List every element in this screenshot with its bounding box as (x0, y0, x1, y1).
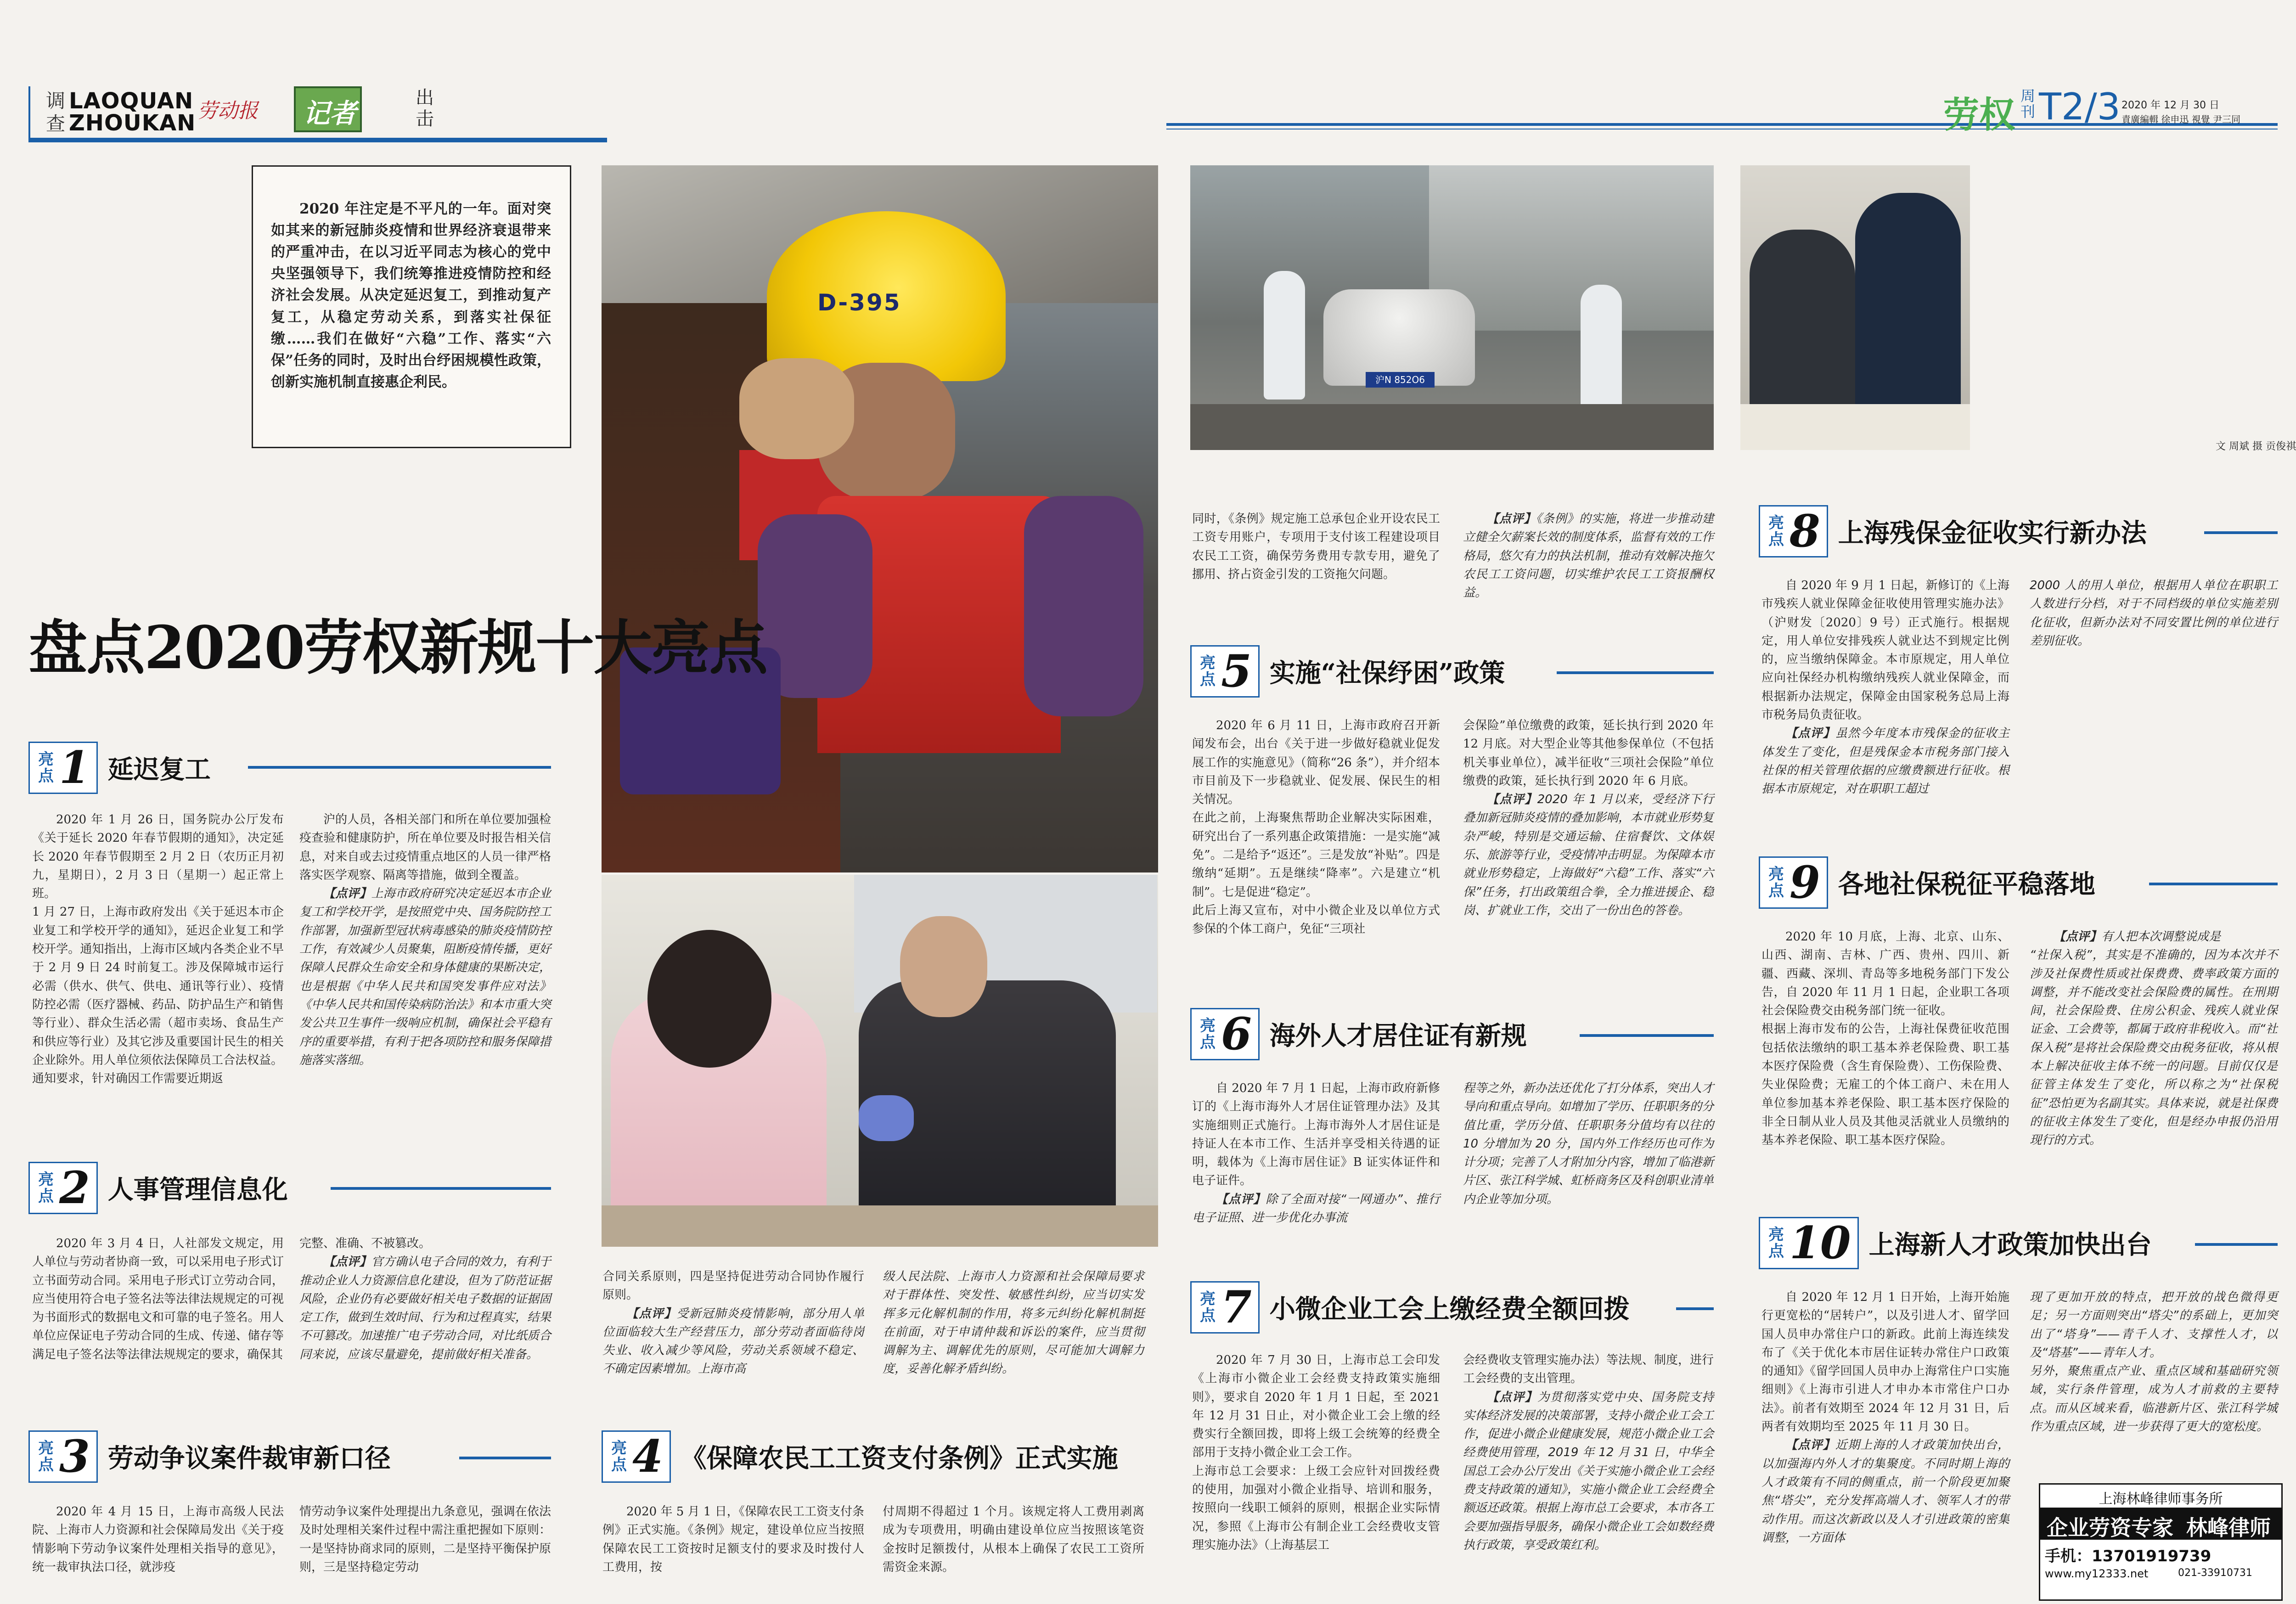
section-5-col2-text: 会保险”单位缴费的政策，延长执行到 2020 年 12 月底。对大型企业等其他参保单位（不包括机关事业单位），减半征收“三项社会保险”单位缴费的政策，延长执行到 2020 年 6 月底。 (1463, 719, 1714, 788)
section-5-comment (1463, 790, 1714, 920)
section-1-rule (248, 766, 551, 769)
section-6-comment-text: 除了全面对接“一网通办”、推行电子证照、进一步优化办事流 (1192, 1192, 1440, 1225)
section-2-rule (331, 1187, 551, 1190)
section-8-heading (1759, 505, 2147, 557)
section-2-comment (299, 1253, 551, 1364)
comment-tag: 【点评】 (323, 1255, 371, 1269)
section-9-comment (2030, 928, 2278, 946)
badge-label (1198, 1291, 1217, 1324)
glove-blue (859, 1095, 914, 1141)
badge-char-2: 点 (1200, 1306, 1216, 1325)
office-person-2 (1855, 193, 1961, 413)
section-7-col2-text: 会经费收支管理实施办法）等法规、制度，进行工会经费的支出管理。 (1463, 1353, 1714, 1386)
patient-hair (647, 930, 771, 1068)
ad-phone: 手机：13701919739 (2045, 1547, 2212, 1565)
badge-char-2: 点 (1200, 1033, 1216, 1052)
badge-char-2: 点 (38, 1187, 54, 1205)
badge-char-2: 点 (1200, 670, 1216, 689)
page-number: T2/3 (2039, 85, 2121, 128)
section-6-title: 海外人才居住证有新规 (1269, 1021, 1527, 1051)
section-10-number: 10 (1790, 1217, 1851, 1269)
section-4-col1: 2020 年 5 月 1 日，《保障农民工工资支付条例》正式实施。《条例》规定，建设单位应当按照保障农民工工资按时足额支付的要求及时拨付人工费用，按 (602, 1505, 864, 1574)
header-diao: 调 (46, 90, 66, 112)
paper-name: 劳权 (1943, 95, 2015, 136)
badge-char-1: 亮 (38, 1171, 54, 1189)
section-2-heading (28, 1162, 288, 1214)
section-3-col1: 2020 年 4 月 15 日，上海市高级人民法院、上海市人力资源和社会保障局发出《关于疫情影响下劳动争议案件处理相关指导的意见》，统一裁审执法口径，就涉疫 (32, 1505, 284, 1574)
section-2-number: 2 (59, 1162, 90, 1214)
section-8-title: 上海残保金征收实行新办法 (1838, 518, 2147, 548)
license-plate: 沪N 852O6 (1366, 372, 1435, 388)
section-6-number: 6 (1221, 1008, 1252, 1060)
upper-center-comment (1463, 510, 1714, 602)
badge-char-2: 点 (38, 1456, 54, 1474)
badge-char-1: 亮 (38, 750, 54, 769)
section-5-heading (1190, 645, 1505, 698)
badge-label (1767, 1227, 1786, 1260)
upper-center-comment-text: 《条例》的实施，将进一步推动建立健全欠薪案长效的制度体系，监督有效的工作格局，悠欠有力的执法机制，推动有效解决拖欠农民工工资问题，切实维护农民工工资报酬权益。 (1463, 512, 1714, 600)
brand-laoquan: LAOQUAN (69, 88, 194, 114)
section-7-number: 7 (1221, 1281, 1252, 1333)
comment-tag: 【点评】 (1785, 1438, 1835, 1452)
intro-text: 2020 年注定是不平凡的一年。面对突如其来的新冠肺炎疫情和世界经济衰退带来的严重冲击，在以习近平同志为核心的党中央坚强领导下，我们统筹推进疫情防控和经济社会发展。从决定延迟复工，到推动复产复工，从稳定劳动关系，到落实社保征缴……我们在做好“六稳”工作、落实“六保”任务的同时，及时出台纾困规模性政策，创新实施机制直接惠企利民。 (271, 201, 551, 390)
section-7-title: 小微企业工会上缴经费全额回拨 (1269, 1294, 1630, 1324)
comment-tag: 【点评】 (1216, 1192, 1266, 1206)
section-9-col1: 2020 年 10 月底，上海、北京、山东、山西、湖南、吉林、广西、贵州、四川、新疆、西藏、深圳、青岛等多地税务部门下发公告，自 2020 年 11 月 1 日起，企业职工各项社会保险费交由税务部门统一征收。 根据上海市发布的公告，上海社保费征收范围包括依法缴纳的职工基本养老保险费、职工基本医疗保险费（含生育保险费）、工伤保险费、失业保险费；无雇工的个体工商户、未在用人单位参加基本养老保险、职工基本医疗保险的非全日制从业人员及其他灵活就业人员缴纳的基本养老保险、职工基本医疗保险。 (1761, 930, 2009, 1148)
badge-char-1: 亮 (1200, 1290, 1216, 1308)
staff-face (900, 916, 987, 1017)
section-10-col1-text: 自 2020 年 12 月 1 日开始，上海开始施行更宽松的“居转户”，以及引进人才、留学回国人员申办常住户口的新政。此前上海连续发布了《关于优化本市居住证转办常住户口政策的通知》《留学回国人员申办上海常住户口实施细则》《上海市引进人才申办本市常住户口办法》。前者有效期至 2024 年 12 月 31 日，后两者有效期均至 2025 年 11 月 30 日。 (1761, 1290, 2009, 1434)
badge-char-1: 亮 (1768, 1226, 1784, 1244)
section-3-col2: 情劳动争议案件处理提出九条意见，强调在依法及时处理相关案件过程中需注重把握如下原则：一是坚持协商求同的原则，二是坚持平衡保护原则，三是坚持稳定劳动 (299, 1505, 551, 1574)
section-8-badge (1759, 505, 1828, 557)
comment-tag: 【点评】 (1487, 512, 1536, 526)
header-rule (28, 138, 607, 142)
comment-tag: 【点评】 (1487, 793, 1537, 807)
helmet-number: D-395 (817, 289, 901, 316)
section-1-col2 (299, 810, 551, 1069)
section-6-badge (1190, 1008, 1260, 1060)
section-3-title: 劳动争议案件裁审新口径 (107, 1443, 391, 1474)
section-9-heading (1759, 856, 2095, 909)
section-10-comment (1761, 1436, 2009, 1547)
badge-label (1767, 515, 1786, 548)
badge-char-1: 亮 (1200, 1017, 1216, 1035)
issue-date: 2020 年 12 月 30 日 (2122, 100, 2219, 111)
badge-char-2: 点 (611, 1456, 627, 1474)
column-sub (416, 87, 439, 129)
header-cha: 查 (46, 113, 66, 135)
header-cha-label (46, 90, 64, 135)
section-10-title: 上海新人才政策加快出台 (1868, 1230, 2152, 1260)
column-sub-1: 出 (416, 87, 434, 108)
section-9-rule (2149, 883, 2278, 885)
ad-slogan: 企业劳资专家 (2047, 1515, 2173, 1540)
road (1190, 404, 1714, 450)
section-5-title: 实施“社保纾困”政策 (1269, 658, 1505, 688)
section-4-number: 4 (632, 1430, 663, 1482)
comment-tag: 【点评】 (323, 887, 371, 901)
photo-credit: 文 周斌 摄 贡俊祺 (2216, 441, 2296, 452)
section-1-badge (28, 742, 98, 794)
editors: 責廣編輯 徐申迅 視覺 尹三同 (2122, 114, 2241, 125)
ad-tel2: 021-33910731 (2178, 1567, 2252, 1579)
section-2-col2-text: 完整、准确、不被篡改。 (299, 1237, 431, 1250)
lower-center-comment-text: 受新冠肺炎疫情影响，部分用人单位面临较大生产经营压力，部分劳动者面临待岗失业、收入减少等风险，劳动关系领域不稳定、不确定因素增加。上海市高 (602, 1306, 864, 1376)
section-1-heading (28, 742, 211, 794)
section-2-comment-text: 官方确认电子合同的效力，有利于推动企业人力资源信息化建设，但为了防范证据风险，企业仍有必要做好相关电子数据的证据固定工作，做到生效时间、行为和过程真实，结果不可篡改。加速推广电子劳动合同，对比纸质合同来说，应该尽量避免，提前做好相关准备。 (299, 1255, 551, 1362)
counter (602, 1205, 1158, 1247)
section-6-heading (1190, 1008, 1527, 1060)
upper-center-col1: 同时，《条例》规定施工总承包企业开设农民工工资专用账户，专项用于支付该工程建设项目农民工工资，确保劳务费用专款专用，避免了挪用、挤占资金引发的工资拖欠问题。 (1192, 512, 1440, 581)
badge-label (36, 1440, 56, 1473)
comment-tag: 【点评】 (1785, 726, 1835, 741)
paper-kan: 刊 (2020, 103, 2036, 120)
section-8-col1 (1761, 576, 2009, 799)
lower-center-comment (602, 1305, 864, 1379)
section-7-col1: 2020 年 7 月 30 日，上海市总工会印发《上海市小微企业工会经费支持政策实施细则》，要求自 2020 年 1 月 1 日起，至 2021 年 12 月 31 日止，对小微企业工会上缴的经费实行全额回拨，即将上级工会统筹的经费全部用于支持小微企业工会工作。 上海市总工会要求：上级工会应针对回拨经费的使用，加强对小微企业指导、培训和服务，按照向一线职工倾斜的原则，根据企业实际情况，参照《上海市公有制企业工会经费收支管理实施办法》（上海基层工 (1192, 1353, 1440, 1552)
badge-char-1: 亮 (1200, 654, 1216, 672)
section-9-title: 各地社保税征平稳落地 (1838, 869, 2095, 900)
badge-char-1: 亮 (1768, 865, 1784, 884)
section-5-comment-text: 2020 年 1 月以来，受经济下行叠加新冠肺炎疫情的叠加影响，本市就业形势复杂严峻，特别是交通运输、住宿餐饮、文体娱乐、旅游等行业，受疫情冲击明显。为保障本市就业形势稳定，上海做好“六稳”工作、落实“六保”任务，打出政策组合拳，全力推进援企、稳岗、扩就业工作，交出了一份出色的答卷。 (1463, 793, 1714, 917)
badge-label (36, 751, 56, 784)
photo-worker (602, 165, 1158, 872)
photo-car-checkpoint (1190, 165, 1714, 450)
comment-tag: 【点评】 (2054, 930, 2102, 944)
section-10-col1 (1761, 1288, 2009, 1547)
badge-char-2: 点 (1768, 1242, 1784, 1261)
paper-zhou: 周 (2020, 87, 2036, 105)
section-5-col1: 2020 年 6 月 11 日，上海市政府召开新闻发布会，出台《关于进一步做好稳就业促发展工作的实施意见》（简称“26 条”），并介绍本市目前及下一步稳就业、促发展、保民生的相关情况。 在此之前，上海聚焦帮助企业解决实际困难，研究出台了一系列惠企政策措施：一是实施“减免”。二是给予“返还”。三是发放“补贴”。四是缴纳“延期”。五是继续“降率”。六是建立“机制”。七是促进“稳定”。 此后上海又宣布，对中小微企业及以单位方式参保的个体工商户，免征“三项社 (1192, 719, 1440, 936)
column-sub-2: 击 (416, 108, 434, 129)
column-name: 记者 (303, 98, 357, 129)
section-5-col2 (1463, 716, 1714, 920)
ad-box (2039, 1483, 2283, 1601)
badge-label (1198, 1018, 1217, 1051)
section-6-col1-text: 自 2020 年 7 月 1 日起，上海市政府新修订的《上海市海外人才居住证管理办法》及其实施细则正式施行。上海市海外人才居住证是持证人在本市工作、生活并享受相关待遇的证明，载体为《上海市居住证》B 证实体证件和电子证件。 (1192, 1081, 1440, 1188)
section-5-rule (1557, 671, 1714, 674)
section-2-col1: 2020 年 3 月 4 日，人社部发文规定，用人单位与劳动者协商一致，可以采用电子形式订立书面劳动合同。采用电子形式订立劳动合同，应当使用符合电子签名法等法律法规规定的可视为书面形式的数据电文和可靠的电子签名。用人单位应保证电子劳动合同的生成、传递、储存等满足电子签名法等法律法规规定的要求，确保其 (32, 1237, 284, 1362)
worker-right-sleeve (1024, 496, 1143, 716)
section-6-comment (1192, 1190, 1440, 1227)
section-1-comment-text: 上海市政府研究决定延迟本市企业复工和学校开学，是按照党中央、国务院防控工作部署，加强新型冠状病毒感染的肺炎疫情防控工作，有效减少人员聚集，阻断疫情传播，更好保障人民群众生命安全和身体健康的果断决定，也是根据《中华人民共和国突发事件应对法》《中华人民共和国传染病防治法》和本市重大突发公共卫生事件一级响应机制，确保社会平稳有序的重要举措，有利于把各项防控和服务保障措施落实落细。 (299, 887, 551, 1067)
office-person-1 (1750, 230, 1855, 422)
section-8-comment-text: 虽然今年度本市残保金的征收主体发生了变化，但是残保金本市税务部门接入社保的相关管理依据的应缴费额进行征收。根据本市原规定，对在职职工超过 (1761, 726, 2009, 796)
section-9-number: 9 (1790, 856, 1820, 908)
section-1-col1: 2020 年 1 月 26 日，国务院办公厅发布《关于延长 2020 年春节假期的通知》，决定延长 2020 年春节假期至 2 月 2 日（农历正月初九，星期日），2 月 3 日（星期一）起正常上班。 1 月 27 日，上海市政府发出《关于延迟本市企业复工和学校开学的通知》，延迟企业复工和学校开学。通知指出，上海市区域内各类企业不早于 2 月 9 日 24 时前复工。涉及保障城市运行必需（供水、供气、供电、通讯等行业）、疫情防控必需（医疗器械、药品、防护品生产和销售等行业）、群众生活必需（超市卖场、食品生产和供应等行业）及其它涉及重要国计民生的相关企业除外。用人单位须依法保障员工合法权益。 通知要求，针对确因工作需要近期返 (32, 813, 284, 1086)
section-3-heading (28, 1430, 391, 1483)
comment-tag: 【点评】 (626, 1306, 677, 1321)
section-10-col2: 现了更加开放的特点，把开放的战色微得更足；另一方面则突出“塔尖”的系础上，更加突出了“塔身”——青千人才、支撑性人才，以及“塔基”——青年人才。 另外，聚焦重点产业、重点区域和基础研究领域，实行条件管理，成为人才前救的主要特点。而从区域来看，临港新片区、张江科学城作为重点区域，进一步获得了更大的宽松度。 (2030, 1290, 2278, 1434)
badge-char-2: 点 (38, 767, 54, 785)
section-4-heading (602, 1430, 1118, 1483)
section-6-col2: 程等之外，新办法还优化了打分体系，突出人才导向和重点导向。如增加了学历、任职职务的分值比重，学历分值、任职职务分值均有以往的 10 分增加为 20 分，国内外工作经历也可作为计分项；完善了人才附加分内容，增加了临港新片区、张江科学城、虹桥商务区及科创职业清单内企业等加分项。 (1463, 1081, 1714, 1206)
section-9-col2 (2030, 928, 2278, 1150)
lower-center-col1-text: 合同关系原则，四是坚持促进劳动合同协作履行原则。 (602, 1270, 864, 1302)
section-10-rule (2195, 1243, 2278, 1246)
badge-char-1: 亮 (611, 1439, 627, 1458)
header-left (28, 86, 30, 141)
section-1-number: 1 (59, 742, 90, 794)
section-2-title: 人事管理信息化 (107, 1175, 288, 1205)
section-7-badge (1190, 1281, 1260, 1334)
office-desk (1740, 404, 1970, 450)
badge-char-2: 点 (1768, 882, 1784, 900)
section-4-badge (602, 1430, 671, 1483)
section-7-comment (1463, 1388, 1714, 1555)
section-8-rule (2204, 531, 2278, 534)
section-8-number: 8 (1790, 505, 1820, 557)
worker-ppe-2 (1581, 285, 1622, 422)
ad-firm: 上海林峰律师事务所 (2099, 1491, 2223, 1507)
badge-char-1: 亮 (1768, 514, 1784, 532)
badge-label (609, 1440, 629, 1473)
ad-lawyer: 林峰律师 (2186, 1515, 2271, 1540)
paper-zhoukan (2020, 88, 2035, 119)
section-4-title: 《保障农民工工资支付条例》正式实施 (681, 1443, 1118, 1474)
section-8-col1-text: 自 2020 年 9 月 1 日起，新修订的《上海市残疾人就业保障金征收使用管理实施办法》（沪财发〔2020〕9 号）正式施行。根据规定，用人单位安排残疾人就业达不到规定比例的，应当缴纳保障金。本市原规定，用人单位应向社保经办机构缴纳残疾人就业保障金，而根据新办法规定，保障金由国家税务总局上海市税务局负责征收。 (1761, 579, 2009, 722)
section-1-col2-text: 沪的人员，各相关部门和所在单位要加强检疫查验和健康防护，所在单位要及时报告相关信息，对来自或去过疫情重点地区的人员一律严格落实医学观察、隔离等措施，做到全覆盖。 (299, 813, 551, 882)
section-6-col1 (1192, 1079, 1440, 1227)
glove-icon (739, 358, 854, 459)
section-10-badge (1759, 1217, 1859, 1269)
section-5-badge (1190, 645, 1260, 698)
section-9-col2-text: “社保入税”，其实是不准确的，因为本次并不涉及社保费性质或社保费费、费率政策方面的调整，并不能改变社会保险费的属性。在刑期间，社会保险费、住房公积金、残疾人就业保证金、工会费等，都属于政府非税收入。而“社保入税”是将社会保险费交由税务征收，将从根本上解决征收主体不统一的问题。目前仅仅是征管主体发生了变化，所以称之为“社保税征”恐怕更为名副其实。具体来说，就是社保费的征收主体发生了变化，但是经办申报仍沿用现行的方式。 (2030, 948, 2278, 1148)
section-6-rule (1580, 1034, 1714, 1037)
section-7-rule (1676, 1307, 1714, 1310)
comment-tag: 【点评】 (1487, 1390, 1538, 1404)
section-9-badge (1759, 856, 1828, 909)
section-8-col2: 2000 人的用人单位，根据用人单位在职职工人数进行分档，对于不同档级的单位实施差别化征收，但新办法对不同安置比例的单位进行差别征收。 (2030, 579, 2278, 648)
headline: 盘点2020劳权新规十大亮点 (28, 613, 767, 682)
section-7-heading (1190, 1281, 1630, 1334)
badge-char-2: 点 (1768, 530, 1784, 549)
photo-clinic (602, 875, 1158, 1247)
section-4-col2: 付周期不得超过 1 个月。该规定将人工费用剥离成为专项费用，明确由建设单位应当按照该笔资金按时足额拨付，从根本上确保了农民工工资所需资金来源。 (883, 1505, 1144, 1574)
lower-center-col2: 级人民法院、上海市人力资源和社会保障局要求对于群体性、突发性、敏感性纠纷，应当切实发挥多元化解机制的作用，将多元纠纷化解机制挺在前面，对于申请仲裁和诉讼的案件，应当贯彻调解为主、调解优先的原则，尽可能加大调解力度，妥善化解矛盾纠纷。 (883, 1270, 1144, 1376)
badge-label (1198, 655, 1217, 688)
badge-label (36, 1171, 56, 1204)
section-1-comment (299, 884, 551, 1069)
section-3-number: 3 (59, 1430, 90, 1482)
car-icon (1323, 289, 1475, 386)
section-10-comment-text: 近期上海的人才政策加快出台，以加强海内外人才的集聚度。不同时期上海的人才政策有不同的侧重点，前一个阶段更加聚焦“塔尖”，充分发挥高端人才、领军人才的带动作用。而这次新政以及人才引进政策的密集调整，一方面体 (1761, 1438, 2009, 1545)
section-2-col2 (299, 1234, 551, 1364)
section-7-col2 (1463, 1351, 1714, 1554)
brand-zhoukan: ZHOUKAN (69, 110, 196, 136)
section-8-comment (1761, 724, 2009, 798)
section-5-number: 5 (1221, 645, 1252, 697)
brand-calligraphy: 劳动报 (197, 99, 258, 123)
section-10-heading (1759, 1217, 2152, 1269)
badge-char-1: 亮 (38, 1439, 54, 1458)
section-3-rule (459, 1457, 551, 1459)
photo-office (1740, 165, 1970, 450)
lower-center-col1 (602, 1267, 864, 1379)
worker-ppe-1 (1264, 271, 1305, 400)
section-1-title: 延迟复工 (107, 754, 211, 785)
section-2-badge (28, 1162, 98, 1214)
badge-label (1767, 866, 1786, 899)
ad-site[interactable]: www.my12333.net (2045, 1567, 2149, 1580)
section-7-comment-text: 为贯彻落实党中央、国务院支持实体经济发展的决策部署，支持小微企业工会工作，促进小微企业健康发展，规范小微企业工会经费使用管理，2019 年 12 月 31 日，中华全国总工会办公厅发出《关于实施小微企业工会经费支持政策的通知》，实施小微企业工会经费全额返还政策。根据上海市总工会要求，本市各工会要加强指导服务，确保小微企业工会如数经费执行政策，享受政策红利。 (1463, 1390, 1714, 1552)
section-3-badge (28, 1430, 98, 1483)
section-9-comment-text: 有人把本次调整说成是 (2101, 930, 2221, 944)
